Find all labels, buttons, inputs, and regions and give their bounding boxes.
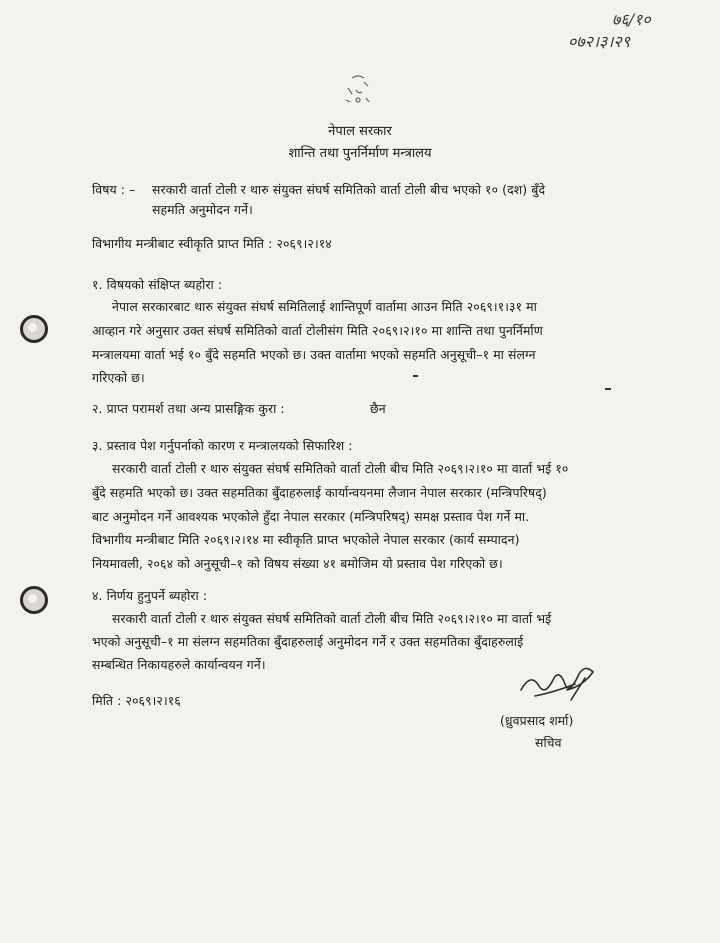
subject-line2: सहमति अनुमोदन गर्ने।: [152, 202, 253, 217]
corner-note-line2: ०७२।३।२९: [568, 32, 631, 51]
section-4-line: सम्बन्धित निकायहरुले कार्यान्वयन गर्ने।: [92, 657, 266, 672]
section-3-line: बुँदे सहमति भएको छ। उक्त सहमतिका बुँदाहरुलाई कार्यान्वयनमा लैजान नेपाल सरकार (मन्त्रिपरिषद्): [92, 485, 547, 500]
section-4-heading: ४. निर्णय हुनुपर्ने ब्यहोरा :: [92, 588, 208, 603]
subject-line1: सरकारी वार्ता टोली र थारु संयुक्त संघर्ष समितिको वार्ता टोली बीच भएको १० (दश) बुँदे: [152, 182, 546, 197]
punch-hole-top: [20, 315, 48, 343]
stray-mark: [413, 375, 418, 377]
government-emblem-icon: [338, 70, 378, 110]
section-3-line: विभागीय मन्त्रीबाट मिति २०६९।२।१४ मा स्वीकृति प्राप्त भएकोले नेपाल सरकार (कार्य सम्पादन): [92, 532, 520, 547]
section-3-line: सरकारी वार्ता टोली र थारु संयुक्त संघर्ष समितिको वार्ता टोली बीच मिति २०६९।२।१० मा वार्ता भई १०: [112, 461, 569, 476]
subject-label: विषय : –: [92, 182, 136, 197]
section-1-line: नेपाल सरकारबाट थारु संयुक्त संघर्ष समितिलाई शान्तिपूर्ण वार्तामा आउन मिति २०६९।१।३१ मा: [112, 299, 537, 314]
section-3-line: नियमावली, २०६४ को अनुसूची–१ को विषय संख्या ४१ बमोजिम यो प्रस्ताव पेश गरिएको छ।: [92, 556, 503, 571]
ministry-title: शान्ति तथा पुनर्निर्माण मन्त्रालय: [288, 146, 432, 161]
signer-name: (ध्रुवप्रसाद शर्मा): [500, 713, 574, 728]
stray-mark: [605, 388, 611, 390]
punch-hole-bottom: [20, 586, 48, 614]
government-title: नेपाल सरकार: [328, 124, 392, 139]
section-4-line: सरकारी वार्ता टोली र थारु संयुक्त संघर्ष समितिको वार्ता टोली बीच मिति २०६९।२।१० मा वार्ता भई: [112, 611, 552, 626]
approval-date: विभागीय मन्त्रीबाट स्वीकृति प्राप्त मिति : २०६९।२।१४: [92, 236, 332, 251]
section-1-line: आव्हान गरे अनुसार उक्त संघर्ष समितिको वार्ता टोलीसंग मिति २०६९।२।१० मा शान्ति तथा पुनर्निर्माण: [92, 323, 543, 338]
corner-note-line1: ७६/१०: [612, 10, 651, 29]
signer-title: सचिव: [535, 735, 562, 750]
section-2-value: छैन: [370, 401, 386, 416]
signature-icon: [515, 660, 605, 710]
section-4-line: भएको अनुसूची–१ मा संलग्न सहमतिका बुँदाहरुलाई अनुमोदन गर्ने र उक्त सहमतिका बुँदाहरुलाई: [92, 634, 524, 649]
section-1-heading: १. विषयको संक्षिप्त ब्यहोरा :: [92, 277, 223, 292]
section-3-line: बाट अनुमोदन गर्ने आवश्यक भएकोले हुँदा नेपाल सरकार (मन्त्रिपरिषद्) समक्ष प्रस्ताव पेश गर्ने मा.: [92, 509, 530, 524]
section-1-line: गरिएको छ।: [92, 370, 145, 385]
section-1-line: मन्त्रालयमा वार्ता भई १० बुँदे सहमति भएको छ। उक्त वार्तामा भएको सहमति अनुसूची–१ मा संलग्न: [92, 347, 536, 362]
footer-date: मिति : २०६९।२।१६: [92, 693, 181, 708]
section-2-heading: २. प्राप्त परामर्श तथा अन्य प्रासङ्गिक कुरा :: [92, 401, 285, 416]
section-3-heading: ३. प्रस्ताव पेश गर्नुपर्नाको कारण र मन्त्रालयको सिफारिश :: [92, 438, 353, 453]
